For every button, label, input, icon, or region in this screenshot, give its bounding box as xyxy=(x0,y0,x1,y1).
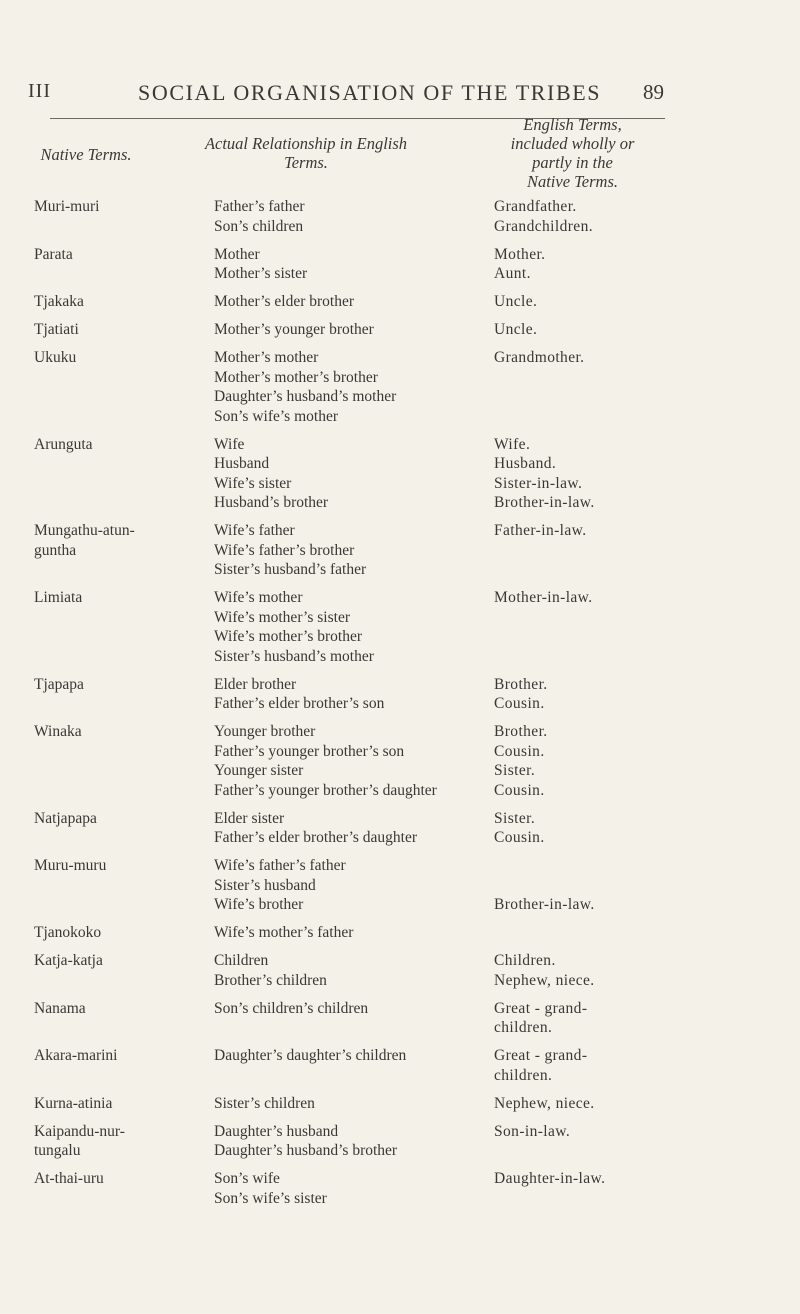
native-term: Parata xyxy=(34,245,73,263)
table-row xyxy=(34,675,774,714)
actual-relationship: Sister’s children xyxy=(214,1094,315,1112)
english-term: Aunt. xyxy=(494,265,531,282)
column-header-actual: Actual Relationship in English Terms. xyxy=(204,134,408,172)
relationship-line xyxy=(214,761,536,781)
relationship-line xyxy=(214,1066,553,1086)
table-row xyxy=(34,809,774,848)
column-header-english: English Terms, included wholly or partly in the Native Terms. xyxy=(510,115,635,191)
english-term: Brother. xyxy=(494,723,548,740)
native-term: Muru-muru xyxy=(34,857,107,874)
english-term: Grandfather. xyxy=(494,198,577,215)
table-row xyxy=(34,1122,774,1161)
english-term: Grandmother. xyxy=(494,349,585,366)
relationship-line xyxy=(214,876,484,896)
actual-relationship: Elder sister xyxy=(214,809,285,827)
actual-relationship: Daughter’s husband’s mother xyxy=(214,388,397,405)
relationship-line xyxy=(214,608,484,628)
native-term: Katja-katja xyxy=(34,952,103,969)
english-term: children. xyxy=(494,1066,553,1084)
relationship-line xyxy=(214,1189,484,1209)
table-row xyxy=(34,588,774,666)
table-row xyxy=(34,1094,774,1114)
native-term: Kurna-atinia xyxy=(34,1094,113,1112)
actual-relationship: Father’s younger brother’s daughter xyxy=(214,781,437,799)
actual-relationship: Wife xyxy=(214,435,245,453)
english-term: Wife. xyxy=(494,435,531,453)
table-row xyxy=(34,435,774,513)
relationship-line xyxy=(214,675,548,695)
relationship-line xyxy=(214,742,545,762)
actual-relationship: Elder brother xyxy=(214,675,297,693)
actual-relationship: Father’s father xyxy=(214,198,305,215)
table-row xyxy=(34,722,774,800)
actual-relationship: Wife’s mother’s brother xyxy=(214,628,363,645)
actual-relationship: Mother’s mother xyxy=(214,349,319,366)
native-term: Nanama xyxy=(34,999,86,1017)
relationship-line xyxy=(214,541,484,561)
native-term: Winaka xyxy=(34,723,82,740)
table-row xyxy=(34,999,774,1038)
english-term: Brother. xyxy=(494,675,548,693)
table-row xyxy=(34,320,774,340)
actual-relationship: Son’s wife xyxy=(214,1170,280,1187)
english-term: Cousin. xyxy=(494,781,545,799)
table-row xyxy=(34,348,774,426)
native-term: Tjapapa xyxy=(34,675,84,693)
table-row xyxy=(34,197,774,236)
actual-relationship: Husband’s brother xyxy=(214,494,329,511)
relationship-line xyxy=(214,951,556,971)
english-term: Cousin. xyxy=(494,829,545,846)
column-header-native: Native Terms. xyxy=(40,145,132,164)
relationship-line xyxy=(214,971,595,991)
english-term: Brother-in-law. xyxy=(494,896,595,913)
actual-relationship: Sister’s husband xyxy=(214,876,316,894)
actual-relationship: Mother’s mother’s brother xyxy=(214,368,378,386)
english-term: Mother-in-law. xyxy=(494,589,593,606)
actual-relationship: Wife’s mother xyxy=(214,589,303,606)
actual-relationship: Wife’s mother’s sister xyxy=(214,608,350,626)
native-term: Akara-marini xyxy=(34,1047,118,1064)
actual-relationship: Wife’s mother’s father xyxy=(214,924,354,941)
relationship-line xyxy=(214,493,595,513)
relationship-line xyxy=(214,387,484,407)
relationship-line xyxy=(214,1122,571,1142)
relationship-line xyxy=(214,1018,553,1038)
english-term: Brother-in-law. xyxy=(494,494,595,511)
relationship-line xyxy=(214,407,484,427)
relationship-line xyxy=(214,1094,595,1114)
native-term: Kaipandu-nur- tungalu xyxy=(34,1122,125,1159)
kinship-table xyxy=(34,197,774,1217)
actual-relationship: Brother’s children xyxy=(214,971,327,989)
english-term: Great - grand- xyxy=(494,1047,588,1064)
english-term: Nephew, niece. xyxy=(494,1094,595,1112)
actual-relationship: Wife’s father’s father xyxy=(214,857,346,874)
native-term: At-thai-uru xyxy=(34,1170,104,1187)
english-term: Sister. xyxy=(494,809,536,827)
native-term: Ukuku xyxy=(34,349,77,366)
relationship-line xyxy=(214,1169,606,1189)
actual-relationship: Children xyxy=(214,952,269,969)
relationship-line xyxy=(214,828,545,848)
actual-relationship: Younger brother xyxy=(214,723,316,740)
actual-relationship: Sister’s husband’s mother xyxy=(214,647,374,665)
english-term: Children. xyxy=(494,952,556,969)
native-term: Natjapapa xyxy=(34,809,97,827)
relationship-line xyxy=(214,245,546,265)
english-term: Sister. xyxy=(494,762,536,779)
relationship-line xyxy=(214,474,583,494)
english-term: children. xyxy=(494,1019,553,1036)
relationship-line xyxy=(214,435,531,455)
actual-relationship: Mother xyxy=(214,245,260,263)
english-term: Uncle. xyxy=(494,293,538,310)
table-row xyxy=(34,1046,774,1085)
native-term: Arunguta xyxy=(34,435,93,453)
relationship-line xyxy=(214,368,484,388)
english-term: Mother. xyxy=(494,245,546,263)
actual-relationship: Wife’s brother xyxy=(214,896,304,913)
english-term: Nephew, niece. xyxy=(494,971,595,989)
actual-relationship: Sister’s husband’s father xyxy=(214,561,367,578)
actual-relationship: Mother’s sister xyxy=(214,265,308,282)
relationship-line xyxy=(214,521,587,541)
relationship-line xyxy=(214,454,557,474)
english-term: Sister-in-law. xyxy=(494,474,583,492)
actual-relationship: Son’s wife’s mother xyxy=(214,407,338,425)
actual-relationship: Mother’s elder brother xyxy=(214,293,355,310)
actual-relationship: Father’s elder brother’s daughter xyxy=(214,829,418,846)
relationship-line xyxy=(214,1141,484,1161)
actual-relationship: Wife’s father’s brother xyxy=(214,541,355,559)
table-row xyxy=(34,923,774,943)
chapter-number: III xyxy=(28,80,51,102)
table-row xyxy=(34,856,774,915)
relationship-line xyxy=(214,895,595,915)
english-term: Daughter-in-law. xyxy=(494,1170,606,1187)
table-row xyxy=(34,951,774,990)
english-term: Great - grand- xyxy=(494,999,588,1017)
page-number: 89 xyxy=(643,80,664,104)
native-term: Tjanokoko xyxy=(34,924,102,941)
english-term: Cousin. xyxy=(494,742,545,760)
actual-relationship: Mother’s younger brother xyxy=(214,321,374,338)
relationship-line xyxy=(214,292,538,312)
relationship-line xyxy=(214,856,484,876)
table-row xyxy=(34,521,774,580)
actual-relationship: Wife’s sister xyxy=(214,474,292,492)
relationship-line xyxy=(214,999,588,1019)
running-header xyxy=(28,80,664,110)
english-term: Uncle. xyxy=(494,321,538,338)
page-title: SOCIAL ORGANISATION OF THE TRIBES xyxy=(138,80,602,105)
relationship-line xyxy=(214,1046,588,1066)
relationship-line xyxy=(214,722,548,742)
actual-relationship: Father’s younger brother’s son xyxy=(214,742,405,760)
relationship-line xyxy=(214,320,538,340)
actual-relationship: Father’s elder brother’s son xyxy=(214,695,385,712)
relationship-line xyxy=(214,197,577,217)
native-term: Tjakaka xyxy=(34,293,84,310)
actual-relationship: Husband xyxy=(214,455,270,472)
english-term: Grandchildren. xyxy=(494,217,593,235)
english-term: Father-in-law. xyxy=(494,522,587,539)
native-term: Mungathu-atun- guntha xyxy=(34,522,135,559)
relationship-line xyxy=(214,264,531,284)
actual-relationship: Daughter’s husband xyxy=(214,1122,339,1140)
english-term: Cousin. xyxy=(494,695,545,712)
actual-relationship: Younger sister xyxy=(214,762,304,779)
actual-relationship: Son’s wife’s sister xyxy=(214,1189,327,1207)
actual-relationship: Daughter’s husband’s brother xyxy=(214,1142,398,1159)
relationship-line xyxy=(214,647,484,667)
relationship-line xyxy=(214,217,593,237)
relationship-line xyxy=(214,348,585,368)
native-term: Limiata xyxy=(34,589,83,606)
relationship-line xyxy=(214,809,536,829)
relationship-line xyxy=(214,694,545,714)
actual-relationship: Daughter’s daughter’s children xyxy=(214,1047,407,1064)
actual-relationship: Son’s children xyxy=(214,217,304,235)
native-term: Muri-muri xyxy=(34,198,100,215)
relationship-line xyxy=(214,560,484,580)
table-row xyxy=(34,292,774,312)
relationship-line xyxy=(214,781,545,801)
english-term: Husband. xyxy=(494,455,557,472)
relationship-line xyxy=(214,627,484,647)
actual-relationship: Wife’s father xyxy=(214,522,295,539)
table-row xyxy=(34,245,774,284)
actual-relationship: Son’s children’s children xyxy=(214,999,369,1017)
english-term: Son-in-law. xyxy=(494,1122,571,1140)
relationship-line xyxy=(214,923,484,943)
table-row xyxy=(34,1169,774,1208)
native-term: Tjatiati xyxy=(34,321,79,338)
relationship-line xyxy=(214,588,593,608)
